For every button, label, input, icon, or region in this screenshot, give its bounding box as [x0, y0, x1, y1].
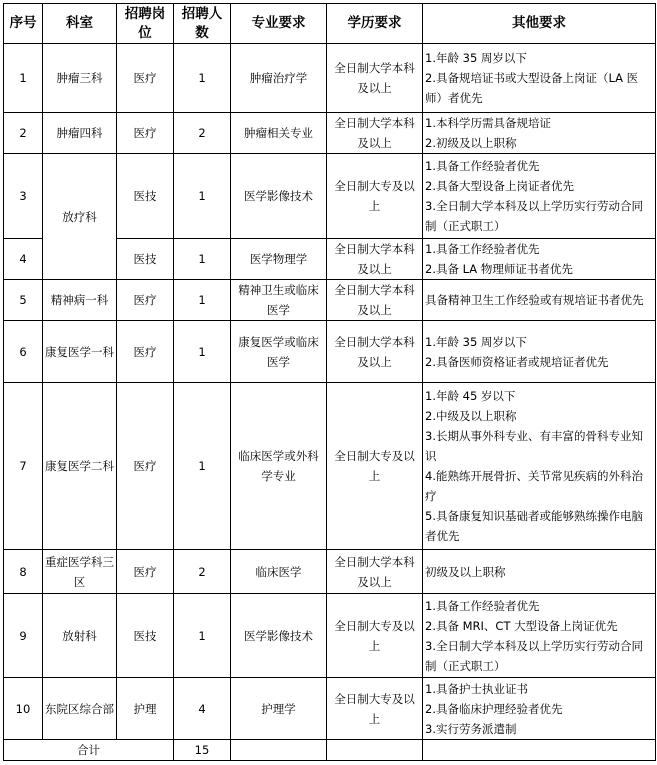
header-row [4, 4, 656, 44]
row-other [423, 113, 656, 154]
row-post: 医技 [117, 594, 174, 678]
other-line: 初级及以上职称 [425, 564, 506, 579]
table-row [4, 44, 656, 113]
other-line: 1.年龄 35 周岁以下 [425, 334, 527, 349]
other-line: 2.具备规培证书或大型设备上岗证（LA 医师）者优先 [425, 71, 639, 105]
other-line: 1.年龄 45 岁以下 [425, 389, 516, 403]
header-post: 招聘岗位 [117, 4, 174, 44]
total-count: 15 [174, 740, 231, 761]
other-line: 2.具备临床护理经验者优先 [425, 701, 563, 716]
total-row [4, 740, 656, 761]
other-line: 1.具备工作经验者优先 [425, 242, 540, 256]
row-other [423, 280, 656, 321]
row-dept: 肿瘤三科 [43, 44, 117, 113]
row-no: 7 [4, 383, 43, 550]
row-edu: 全日制大学本科及以上 [327, 550, 423, 594]
row-count: 1 [174, 594, 231, 678]
row-other [423, 550, 656, 594]
table-row [4, 154, 656, 239]
row-dept: 康复医学一科 [43, 321, 117, 383]
other-line: 1.本科学历需具备规培证 [425, 116, 551, 130]
row-post: 医技 [117, 239, 174, 280]
row-no: 6 [4, 321, 43, 383]
table-row [4, 550, 656, 594]
row-dept: 放疗科 [43, 154, 117, 280]
row-post: 医疗 [117, 113, 174, 154]
row-dept: 东院区综合部 [43, 678, 117, 740]
row-no: 8 [4, 550, 43, 594]
header-dept: 科室 [43, 4, 117, 44]
row-no: 5 [4, 280, 43, 321]
row-other [423, 321, 656, 383]
row-post: 医技 [117, 154, 174, 239]
row-count: 1 [174, 239, 231, 280]
row-post: 医疗 [117, 280, 174, 321]
header-major: 专业要求 [231, 4, 327, 44]
row-major: 医学影像技术 [231, 154, 327, 239]
row-major: 护理学 [231, 678, 327, 740]
row-edu: 全日制大学本科及以上 [327, 113, 423, 154]
row-count: 1 [174, 154, 231, 239]
other-line: 2.初级及以上职称 [425, 136, 517, 150]
row-dept: 放射科 [43, 594, 117, 678]
table-row [4, 113, 656, 154]
other-line: 2.具备大型设备上岗证者优先 [425, 179, 574, 193]
row-edu: 全日制大专及以上 [327, 154, 423, 239]
row-post: 医疗 [117, 550, 174, 594]
header-other: 其他要求 [423, 4, 656, 44]
row-count: 1 [174, 44, 231, 113]
row-other [423, 678, 656, 740]
recruitment-table [3, 3, 656, 761]
other-line: 3.长期从事外科专业、有丰富的骨科专业知识 [425, 429, 643, 463]
total-empty-cell [231, 740, 327, 761]
row-no: 1 [4, 44, 43, 113]
header-count: 招聘人数 [174, 4, 231, 44]
row-major: 肿瘤治疗学 [231, 44, 327, 113]
row-other [423, 594, 656, 678]
row-major: 临床医学 [231, 550, 327, 594]
other-line: 2.具备 MRI、CT 大型设备上岗证优先 [425, 618, 618, 633]
row-dept: 精神病一科 [43, 280, 117, 321]
other-line: 2.具备医师资格证者或规培证者优先 [425, 354, 609, 369]
row-edu: 全日制大学本科及以上 [327, 239, 423, 280]
table-row [4, 678, 656, 740]
row-other [423, 239, 656, 280]
row-no: 4 [4, 239, 43, 280]
table-row [4, 280, 656, 321]
row-count: 4 [174, 678, 231, 740]
header-edu: 学历要求 [327, 4, 423, 44]
row-major: 精神卫生或临床医学 [231, 280, 327, 321]
other-line: 5.具备康复知识基础者或能够熟练操作电脑者优先 [425, 509, 643, 543]
row-dept: 康复医学二科 [43, 383, 117, 550]
other-line: 2.中级及以上职称 [425, 409, 517, 423]
row-major: 临床医学或外科学专业 [231, 383, 327, 550]
row-major: 康复医学或临床医学 [231, 321, 327, 383]
table-row [4, 383, 656, 550]
row-edu: 全日制大学本科及以上 [327, 280, 423, 321]
row-no: 3 [4, 154, 43, 239]
other-line: 1.具备护士执业证书 [425, 681, 528, 696]
row-edu: 全日制大学本科及以上 [327, 321, 423, 383]
row-post: 医疗 [117, 321, 174, 383]
other-line: 1.具备工作经验者优先 [425, 598, 540, 613]
other-line: 3.全日制大学本科及以上学历实行劳动合同制（正式职工） [425, 638, 643, 673]
other-line: 3.全日制大学本科及以上学历实行劳动合同制（正式职工） [425, 199, 643, 233]
row-no: 2 [4, 113, 43, 154]
total-empty-cell [327, 740, 423, 761]
other-line: 1.具备工作经验者优先 [425, 159, 540, 173]
row-edu: 全日制大学本科及以上 [327, 44, 423, 113]
row-other [423, 154, 656, 239]
row-no: 10 [4, 678, 43, 740]
table-row [4, 594, 656, 678]
row-edu: 全日制大专及以上 [327, 383, 423, 550]
row-edu: 全日制大专及以上 [327, 678, 423, 740]
total-empty-cell [423, 740, 656, 761]
row-count: 1 [174, 383, 231, 550]
row-major: 医学影像技术 [231, 594, 327, 678]
row-major: 肿瘤相关专业 [231, 113, 327, 154]
other-line: 1.年龄 35 周岁以下 [425, 51, 527, 65]
row-other [423, 44, 656, 113]
row-post: 护理 [117, 678, 174, 740]
row-post: 医疗 [117, 383, 174, 550]
row-count: 2 [174, 550, 231, 594]
other-line: 4.能熟练开展骨折、关节常见疾病的外科治疗 [425, 469, 643, 503]
row-edu: 全日制大专及以上 [327, 594, 423, 678]
row-major: 医学物理学 [231, 239, 327, 280]
row-count: 2 [174, 113, 231, 154]
table-row [4, 321, 656, 383]
header-no: 序号 [4, 4, 43, 44]
row-dept: 肿瘤四科 [43, 113, 117, 154]
row-post: 医疗 [117, 44, 174, 113]
total-label: 合计 [4, 740, 174, 761]
other-line: 3.实行劳务派遣制 [425, 721, 517, 736]
row-count: 1 [174, 280, 231, 321]
row-no: 9 [4, 594, 43, 678]
other-line: 2.具备 LA 物理师证书者优先 [425, 262, 573, 276]
other-line: 具备精神卫生工作经验或有规培证书者优先 [425, 293, 644, 307]
row-dept: 重症医学科三区 [43, 550, 117, 594]
row-count: 1 [174, 321, 231, 383]
row-other [423, 383, 656, 550]
